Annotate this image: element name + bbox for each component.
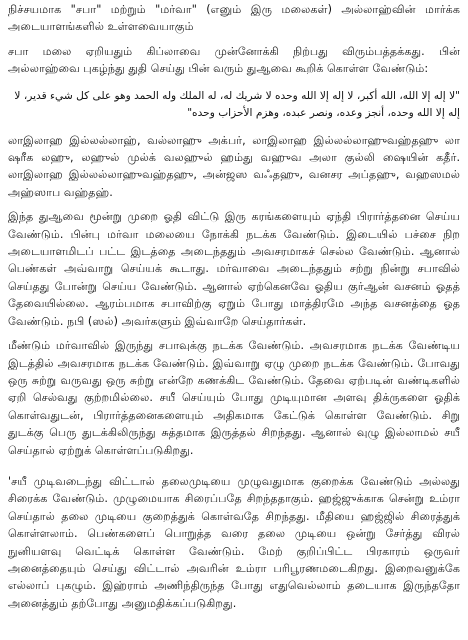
hair-instruction-paragraph: 'சயீ முடிவடைந்து விட்டால் தலைமுடியை முழுவதுமாக குறைக்க வேண்டும் அல்லது சிரைக்க வேண்டும். முழுமையாக சிரைப்பதே சிறந்ததாகும். ஹஜ்ஜுக்காக சென்று உம்ரா செய்தால் தலை முடியை குறைத்துக் கொள்வதே சிறந்தது. மீதியை ஹஜ்ஜில் சிரைத்துக் கொள்ளலாம். பெண்களைப் பொறுத்த வரை தலை முடியை ஒன்று சேர்த்து விரல் நுனியளவு வெட்டிக் கொள்ள வேண்டும். மேற் குறிப்பிட்ட பிரகாரம் ஒருவர் அனைத்தையும் செய்து விட்டால் அவரின் உம்ரா பரிபூரணமடைகிறது. இறைவனுக்கே எல்லாப் புகழும். இஹ்ராம் அணிந்திருந்த போது எதுவெல்லாம் தடையாக இருந்ததோ அனைத்தும் தற்போது அனுமதிக்கப்படுகிறது.: [8, 474, 460, 610]
dua-arabic-text: "لا إله إلا الله، الله أكبر، لا إله إلا الله وحده لا شريك له، له الملك وله الحمد وهو على كل شيء قدير، لا إله إلا الله وحده، أنجز وعده، ونصر عبده، وهزم الأحزاب وحده": [14, 89, 460, 119]
dua-transliteration-paragraph: லாஇலாஹ இல்லல்லாஹ், வல்லாஹு அக்பர், லாஇலாஹ இல்லல்லாஹுவஹ்தஹு லா ஷரீக லஹு, லஹுல் முல்க் வலஹுல் ஹம்து வஹுவ அலா குல்லி ஷையின் கதீர். லாஇலாஹ இல்லல்லாஹுவஹ்தஹு, அன்ஜஸ வஃதஹு, வனசர அப்தஹு, வஹஸமல் அஹ்ஸாப வஹ்தஹ்.: [8, 133, 460, 199]
intro-verse: நிச்சயமாக "சபா" மற்றும் "மர்வா" (எனும் இரு மலைகள்) அல்லாஹ்வின் மார்க்க அடையாளங்களில் உள்ளவையாகும்: [8, 3, 460, 34]
circuit-paragraph: மீண்டும் மர்வாவில் இருந்து சபாவுக்கு நடக்க வேண்டும். அவசரமாக நடக்க வேண்டிய இடத்தில் அவசரமாக நடக்க வேண்டும். இவ்வாறு ஏழு முறை நடக்க வேண்டும். போவது ஒரு சுற்று வருவது ஒரு சுற்று என்றே கணக்கிட வேண்டும். தேவை ஏற்படின் வண்டிகளில் ஏறி செல்வது குற்றமில்லை. சயீ செய்யும் போது முடியுமான அளவு திக்ருகளை ஓதிக் கொள்வதுடன், பிரார்த்தனைகளையும் அதிகமாக கேட்டுக் கொள்ள வேண்டும். சிறு துடக்கு பெரு துடக்கிலிருந்து சுத்தமாக இருத்தல் சிறந்தது. ஆனால் வுழு இல்லாமல் சயீ செய்தால் ஏற்றுக் கொள்ளப்படுகிறது.: [8, 339, 460, 457]
safa-instruction-paragraph: சபா மலை ஏறியதும் கிப்லாவை முன்னோக்கி நிற்பது விரும்பத்தக்கது. பின் அல்லாஹ்வை புகழ்ந்து துதி செய்து பின் வரும் துஆவை கூறிக் கொள்ள வேண்டும்:: [8, 44, 460, 76]
repeat-instruction-paragraph: இந்த துஆவை மூன்று முறை ஓதி விட்டு இரு கரங்களையும் ஏந்தி பிரார்த்தனை செய்ய வேண்டும். பின்பு மர்வா மலையை நோக்கி நடக்க வேண்டும். இடையில் பச்சை நிற அடையாளமிடப் பட்ட இடத்தை அடைந்ததும் அவசரமாகச் செல்ல வேண்டும். ஆனால் பெண்கள் அவ்வாறு செய்யக் கூடாது. மர்வாவை அடைந்ததும் சற்று நின்று சபாவில் செய்தது போன்று செய்ய வேண்டும். ஆனால் ஏற்கெனவே ஓதிய குர்ஆன் வசனம் ஓதத் தேவையில்லை. ஆரம்பமாக சபாவிற்கு ஏறும் போது மாத்திரமே அந்த வசனத்தை ஓத வேண்டும். நபி (ஸல்) அவர்களும் இவ்வாறே செய்தார்கள்.: [8, 210, 461, 328]
